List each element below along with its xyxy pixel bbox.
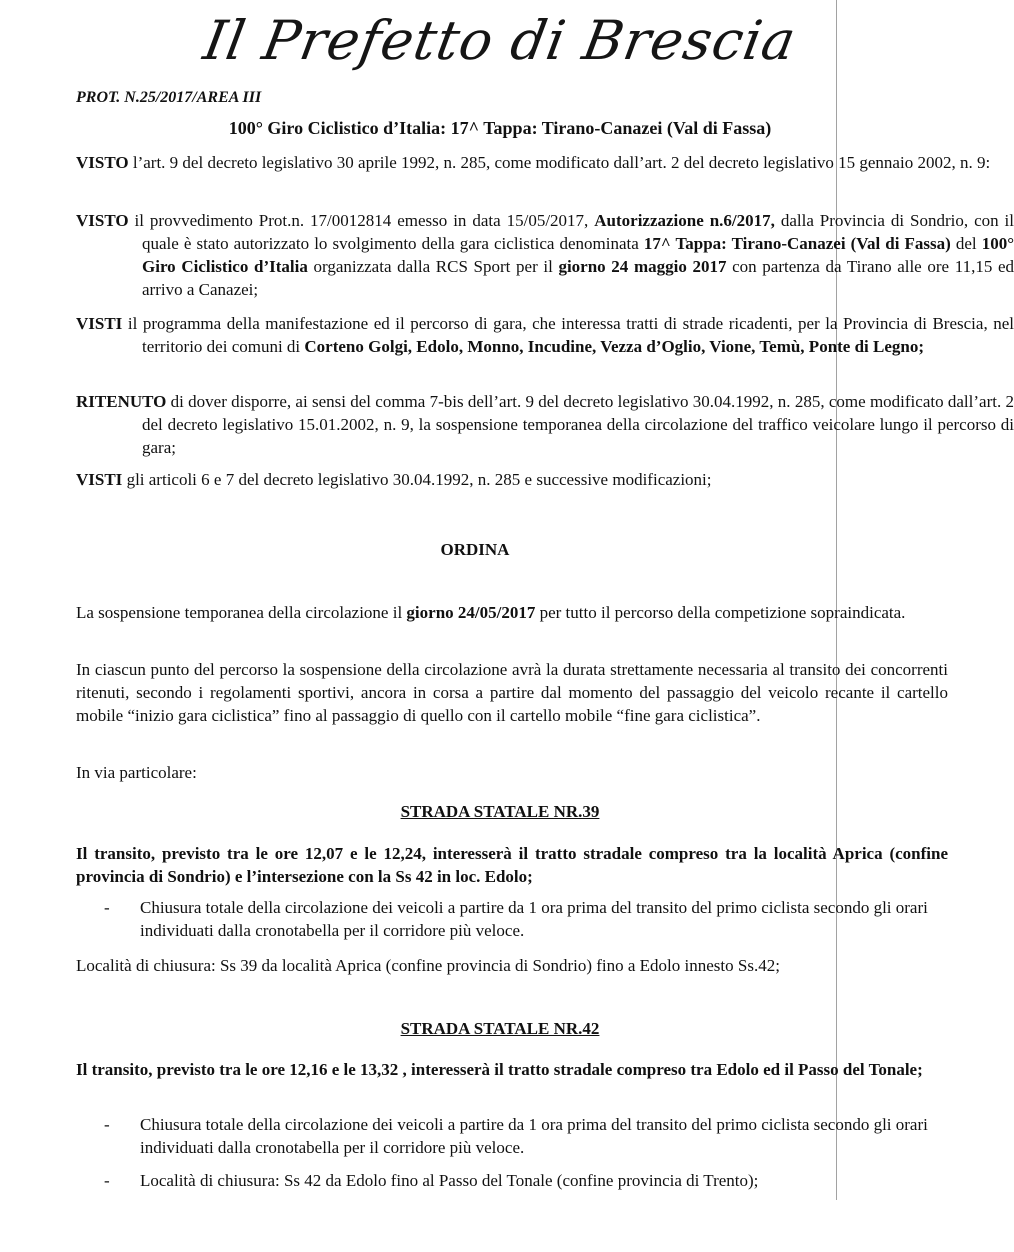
premise-text: con partenza da Tirano alle ore 11,15 ed arrivo a Canazei;: [142, 257, 1014, 299]
premise-text: l’art. 9 del decreto legislativo 30 aprile 1992, n. 285, come modificato dall’art. 2 del decreto legislativo 15 gennaio 2002, n. 9:: [128, 153, 991, 172]
premise-text: gli articoli 6 e 7 del decreto legislativo 30.04.1992, n. 285 e successive modificazioni;: [122, 470, 712, 489]
order-text: La sospensione temporanea della circolazione il: [76, 603, 407, 622]
premise-text: dalla Provincia di Sondrio, con il quale è stato autorizzato lo svolgimento della gara ciclistica denominata: [142, 211, 1014, 253]
bullet-dash: -: [104, 1115, 110, 1134]
section-title-ss39: STRADA STATALE NR.39: [400, 802, 600, 821]
section-bullet-ss42-1: [104, 1113, 948, 1159]
premise-visto-2: [76, 209, 1014, 301]
premise-visti-2: [76, 468, 1014, 491]
bullet-text: Chiusura totale della circolazione dei veicoli a partire da 1 ora prima del transito del primo ciclista secondo gli orari individuati dalla cronotabella per il corridore più veloce.: [140, 898, 928, 940]
order-paragraph-2: In ciascun punto del percorso la sospensione della circolazione avrà la durata strettamente necessaria al transito dei concorrenti ritenuti, secondo i regolamenti sportivi, ancora in corsa a partire dal momento del passaggio del veicolo recante il cartello mobile “inizio gara ciclistica” fino al passaggio di quello con il cartello mobile “fine gara ciclistica”.: [76, 660, 948, 725]
premise-ritenuto: [76, 390, 1014, 459]
premise-bold: 17^ Tappa: Tirano-Canazei (Val di Fassa): [643, 234, 951, 253]
section-bullet-ss42-2: [104, 1169, 948, 1192]
premise-lead: VISTO: [76, 211, 129, 230]
bullet-dash: -: [104, 898, 110, 917]
premise-bold: 100° Giro Ciclistico d’Italia: [142, 234, 1014, 276]
premise-visti-1: [76, 312, 1014, 358]
premise-text: di dover disporre, ai sensi del comma 7-bis dell’art. 9 del decreto legislativo 30.04.1992, n. 285, come modificato dall’art. 2 del decreto legislativo 15.01.2002, n. 9, la sospensione temporanea della circolazione del traffico veicolare lungo il percorso di gara;: [142, 392, 1014, 457]
order-text: per tutto il percorso della competizione sopraindicata.: [535, 603, 906, 622]
premise-text: il provvedimento Prot.n. 17/0012814 emesso in data 15/05/2017,: [128, 211, 595, 230]
premise-lead: RITENUTO: [76, 392, 167, 411]
section-intro-ss39: Il transito, previsto tra le ore 12,07 e le 12,24, interesserà il tratto stradale compreso tra la località Aprica (confine provincia di Sondrio) e l’intersezione con la Ss 42 in loc. Edolo;: [76, 844, 948, 886]
section-intro-ss42: Il transito, previsto tra le ore 12,16 e le 13,32 , interesserà il tratto stradale compreso tra Edolo ed il Passo del Tonale;: [76, 1060, 923, 1079]
section-bullet-ss39: [104, 896, 948, 942]
premise-lead: VISTO: [76, 153, 129, 172]
document-subject: 100° Giro Ciclistico d’Italia: 17^ Tappa: Tirano-Canazei (Val di Fassa): [228, 118, 772, 138]
premise-bold: giorno 24 maggio 2017: [558, 257, 727, 276]
bullet-text: Località di chiusura: Ss 42 da Edolo fino al Passo del Tonale (confine provincia di Trento);: [140, 1171, 759, 1190]
premise-text: del: [950, 234, 982, 253]
order-paragraph-3: In via particolare:: [76, 763, 197, 782]
closure-ss39: Località di chiusura: Ss 39 da località Aprica (confine provincia di Sondrio) fino a Edolo innesto Ss.42;: [76, 956, 780, 975]
premise-text: il programma della manifestazione ed il percorso di gara, che interessa tratti di strade ricadenti, per la Provincia di Brescia, nel territorio dei comuni di: [122, 314, 1014, 356]
premise-text: organizzata dalla RCS Sport per il: [307, 257, 559, 276]
protocol-number: PROT. N.25/2017/AREA III: [76, 89, 262, 106]
premise-visto-1: [76, 151, 1014, 174]
premise-bold: Autorizzazione n.6/2017,: [594, 211, 775, 230]
premise-lead: VISTI: [76, 470, 123, 489]
section-title-ss42: STRADA STATALE NR.42: [400, 1019, 600, 1038]
bullet-text: Chiusura totale della circolazione dei veicoli a partire da 1 ora prima del transito del primo ciclista secondo gli orari individuati dalla cronotabella per il corridore più veloce.: [140, 1115, 928, 1157]
ordina-heading: ORDINA: [440, 540, 510, 559]
premise-bold: Corteno Golgi, Edolo, Monno, Incudine, Vezza d’Oglio, Vione, Temù, Ponte di Legno;: [304, 337, 925, 356]
premise-lead: VISTI: [76, 314, 123, 333]
prefect-letterhead: Il Prefetto di Brescia: [199, 9, 802, 72]
order-date: giorno 24/05/2017: [406, 603, 536, 622]
bullet-dash: -: [104, 1171, 110, 1190]
order-paragraph-1: [76, 601, 948, 624]
